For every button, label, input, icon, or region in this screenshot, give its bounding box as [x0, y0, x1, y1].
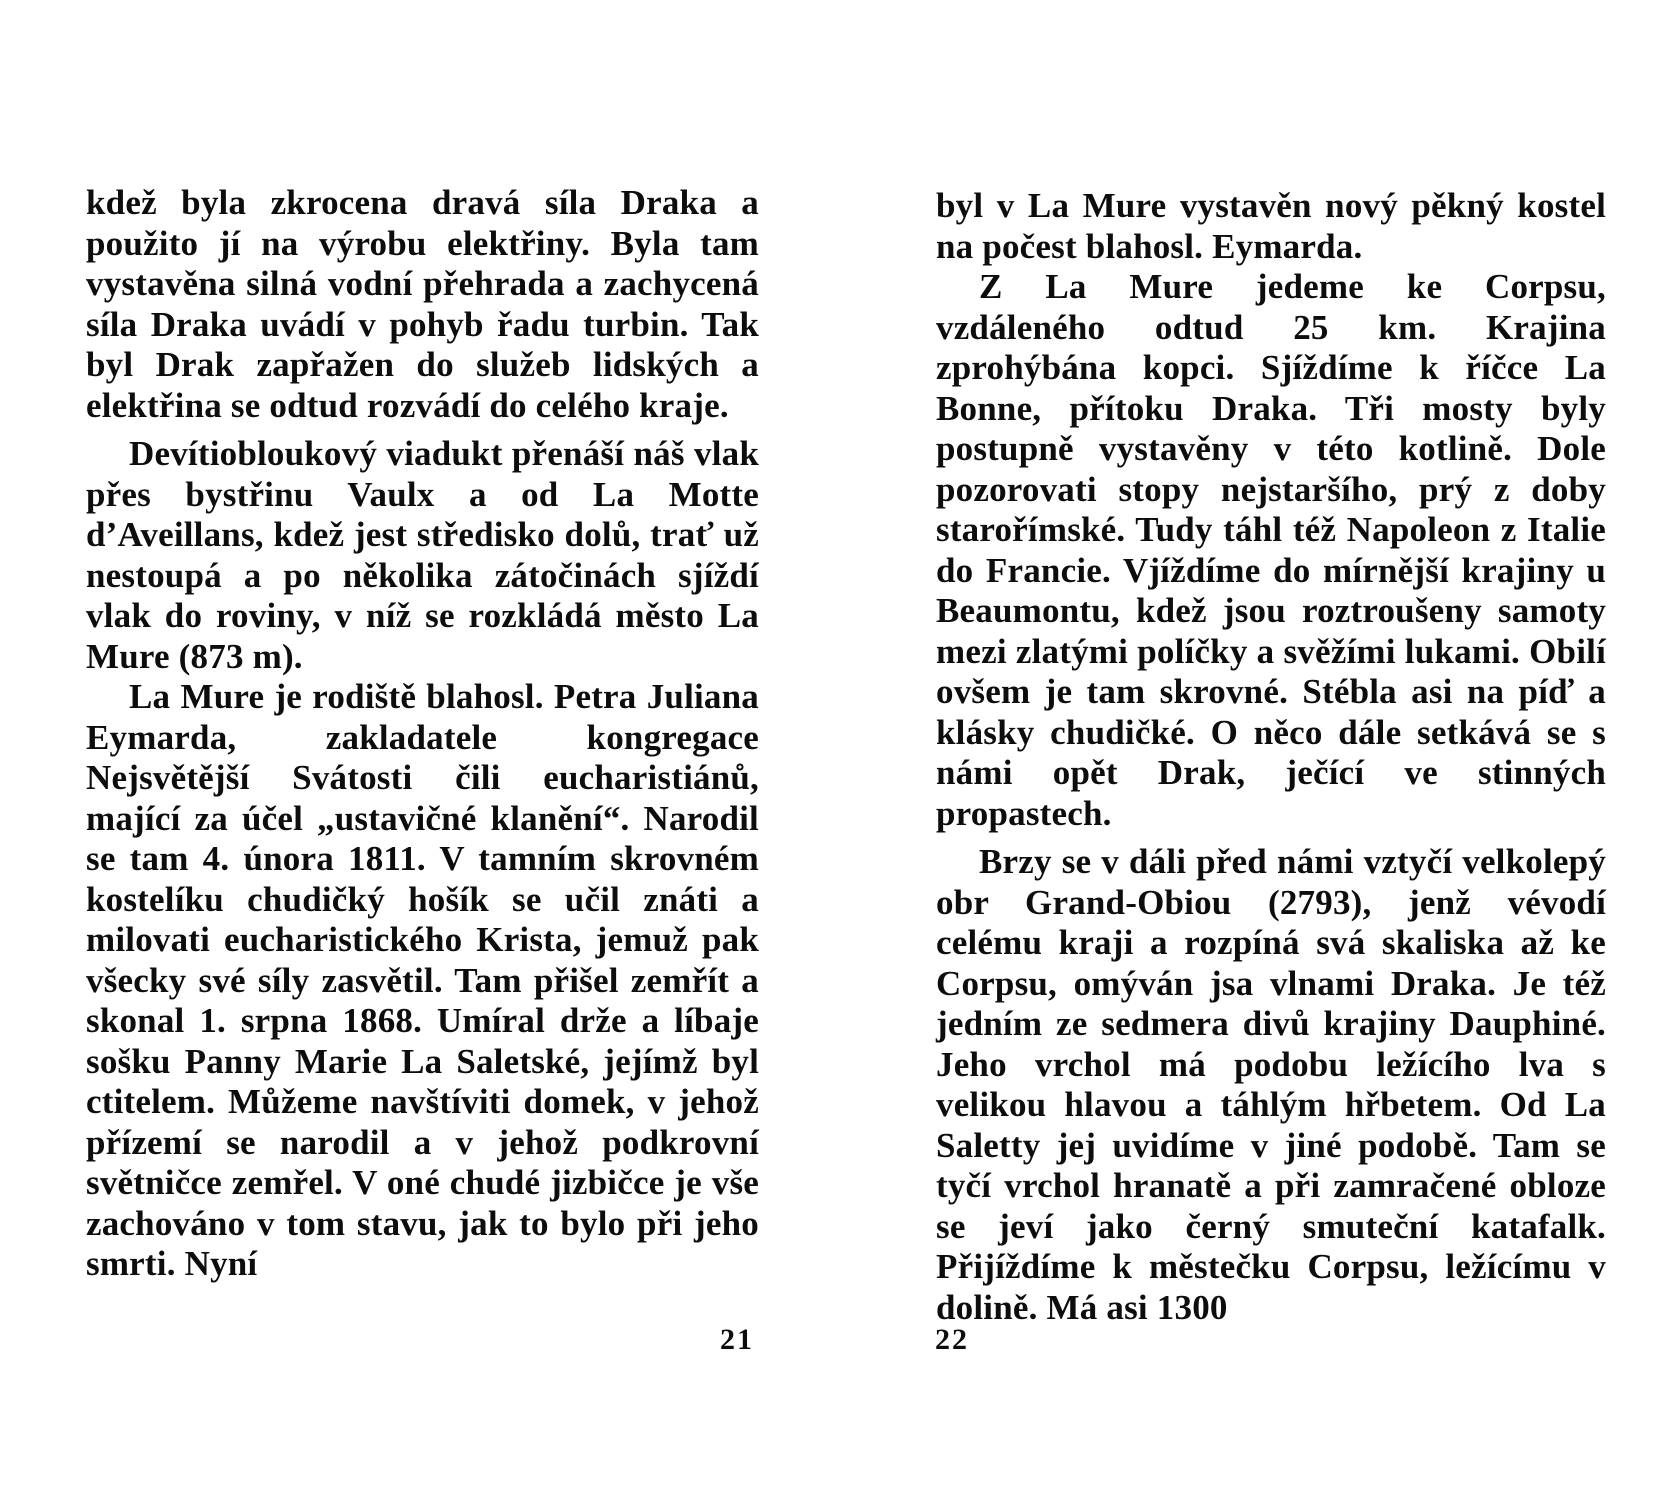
page-number-left: 21 — [720, 1323, 754, 1356]
right-page — [840, 0, 1680, 1500]
paragraph: Brzy se v dáli před námi vztyčí velkolepý obr Grand-Obiou (2793), jenž vévodí celému kraji a rozpíná svá skaliska až ke Corpsu, omýván jsa vlnami Draka. Je též jedním ze sedmera divů krajiny Dauphiné. Jeho vrchol má podobu ležícího lva s velikou hlavou a táhlým hřbetem. Od La Saletty jej uvidíme v jiné podobě. Tam se tyčí vrchol hranatě a při zamračené obloze se jeví jako černý smuteční katafalk. Přijíždíme k městečku Corpsu, ležícímu v dolině. Má asi 1300 — [936, 842, 1606, 1327]
left-page-text — [86, 183, 759, 1285]
paragraph: byl v La Mure vystavěn nový pěkný kostel na počest blahosl. Eymarda. — [936, 186, 1606, 266]
paragraph: La Mure je rodiště blahosl. Petra Juliana Eymarda, zakladatele kongregace Nejsvětější Svátosti čili eucharistiánů, mající za účel „ustavičné klanění“. Narodil se tam 4. února 1811. V tamním skrovném kostelíku chudičký hošík se učil znáti a milovati eucharistického Krista, jemuž pak všecky své síly zasvětil. Tam přišel zemřít a skonal 1. srpna 1868. Umíral drže a líbaje sošku Panny Marie La Saletské, jejímž byl ctitelem. Můžeme navštíviti domek, v jehož přízemí se narodil a v jehož podkrovní světničce zemřel. V oné chudé jizbičce je vše zachováno v tom stavu, jak to bylo při jeho smrti. Nyní — [86, 677, 759, 1283]
page-number-right: 22 — [935, 1323, 969, 1356]
paragraph: kdež byla zkrocena dravá síla Draka a použito jí na výrobu elektřiny. Byla tam vystavěna silná vodní přehrada a zachycená síla Draka uvádí v pohyb řadu turbin. Tak byl Drak zapřažen do služeb lidských a elektřina se odtud rozvádí do celého kraje. — [86, 183, 759, 425]
paragraph: Devítiobloukový viadukt přenáší náš vlak přes bystřinu Vaulx a od La Motte d’Aveillans, kdež jest středisko dolů, trať už nestoupá a po několika zátočinách sjíždí vlak do roviny, v níž se rozkládá město La Mure (873 m). — [86, 434, 759, 676]
paragraph: Z La Mure jedeme ke Corpsu, vzdáleného odtud 25 km. Krajina zprohýbána kopci. Sjíždíme k říčce La Bonne, přítoku Draka. Tři mosty byly postupně vystavěny v této kotlině. Dole pozorovati stopy nejstaršího, prý z doby starořímské. Tudy táhl též Napoleon z Italie do Francie. Vjíždíme do mírnější krajiny u Beaumontu, kdež jsou roztroušeny samoty mezi zlatými políčky a svěžími lukami. Obilí ovšem je tam skrovné. Stébla asi na píď a klásky chudičké. O něco dále setkává se s námi opět Drak, ječící ve stinných propastech. — [936, 267, 1606, 833]
right-page-text — [936, 186, 1606, 1328]
